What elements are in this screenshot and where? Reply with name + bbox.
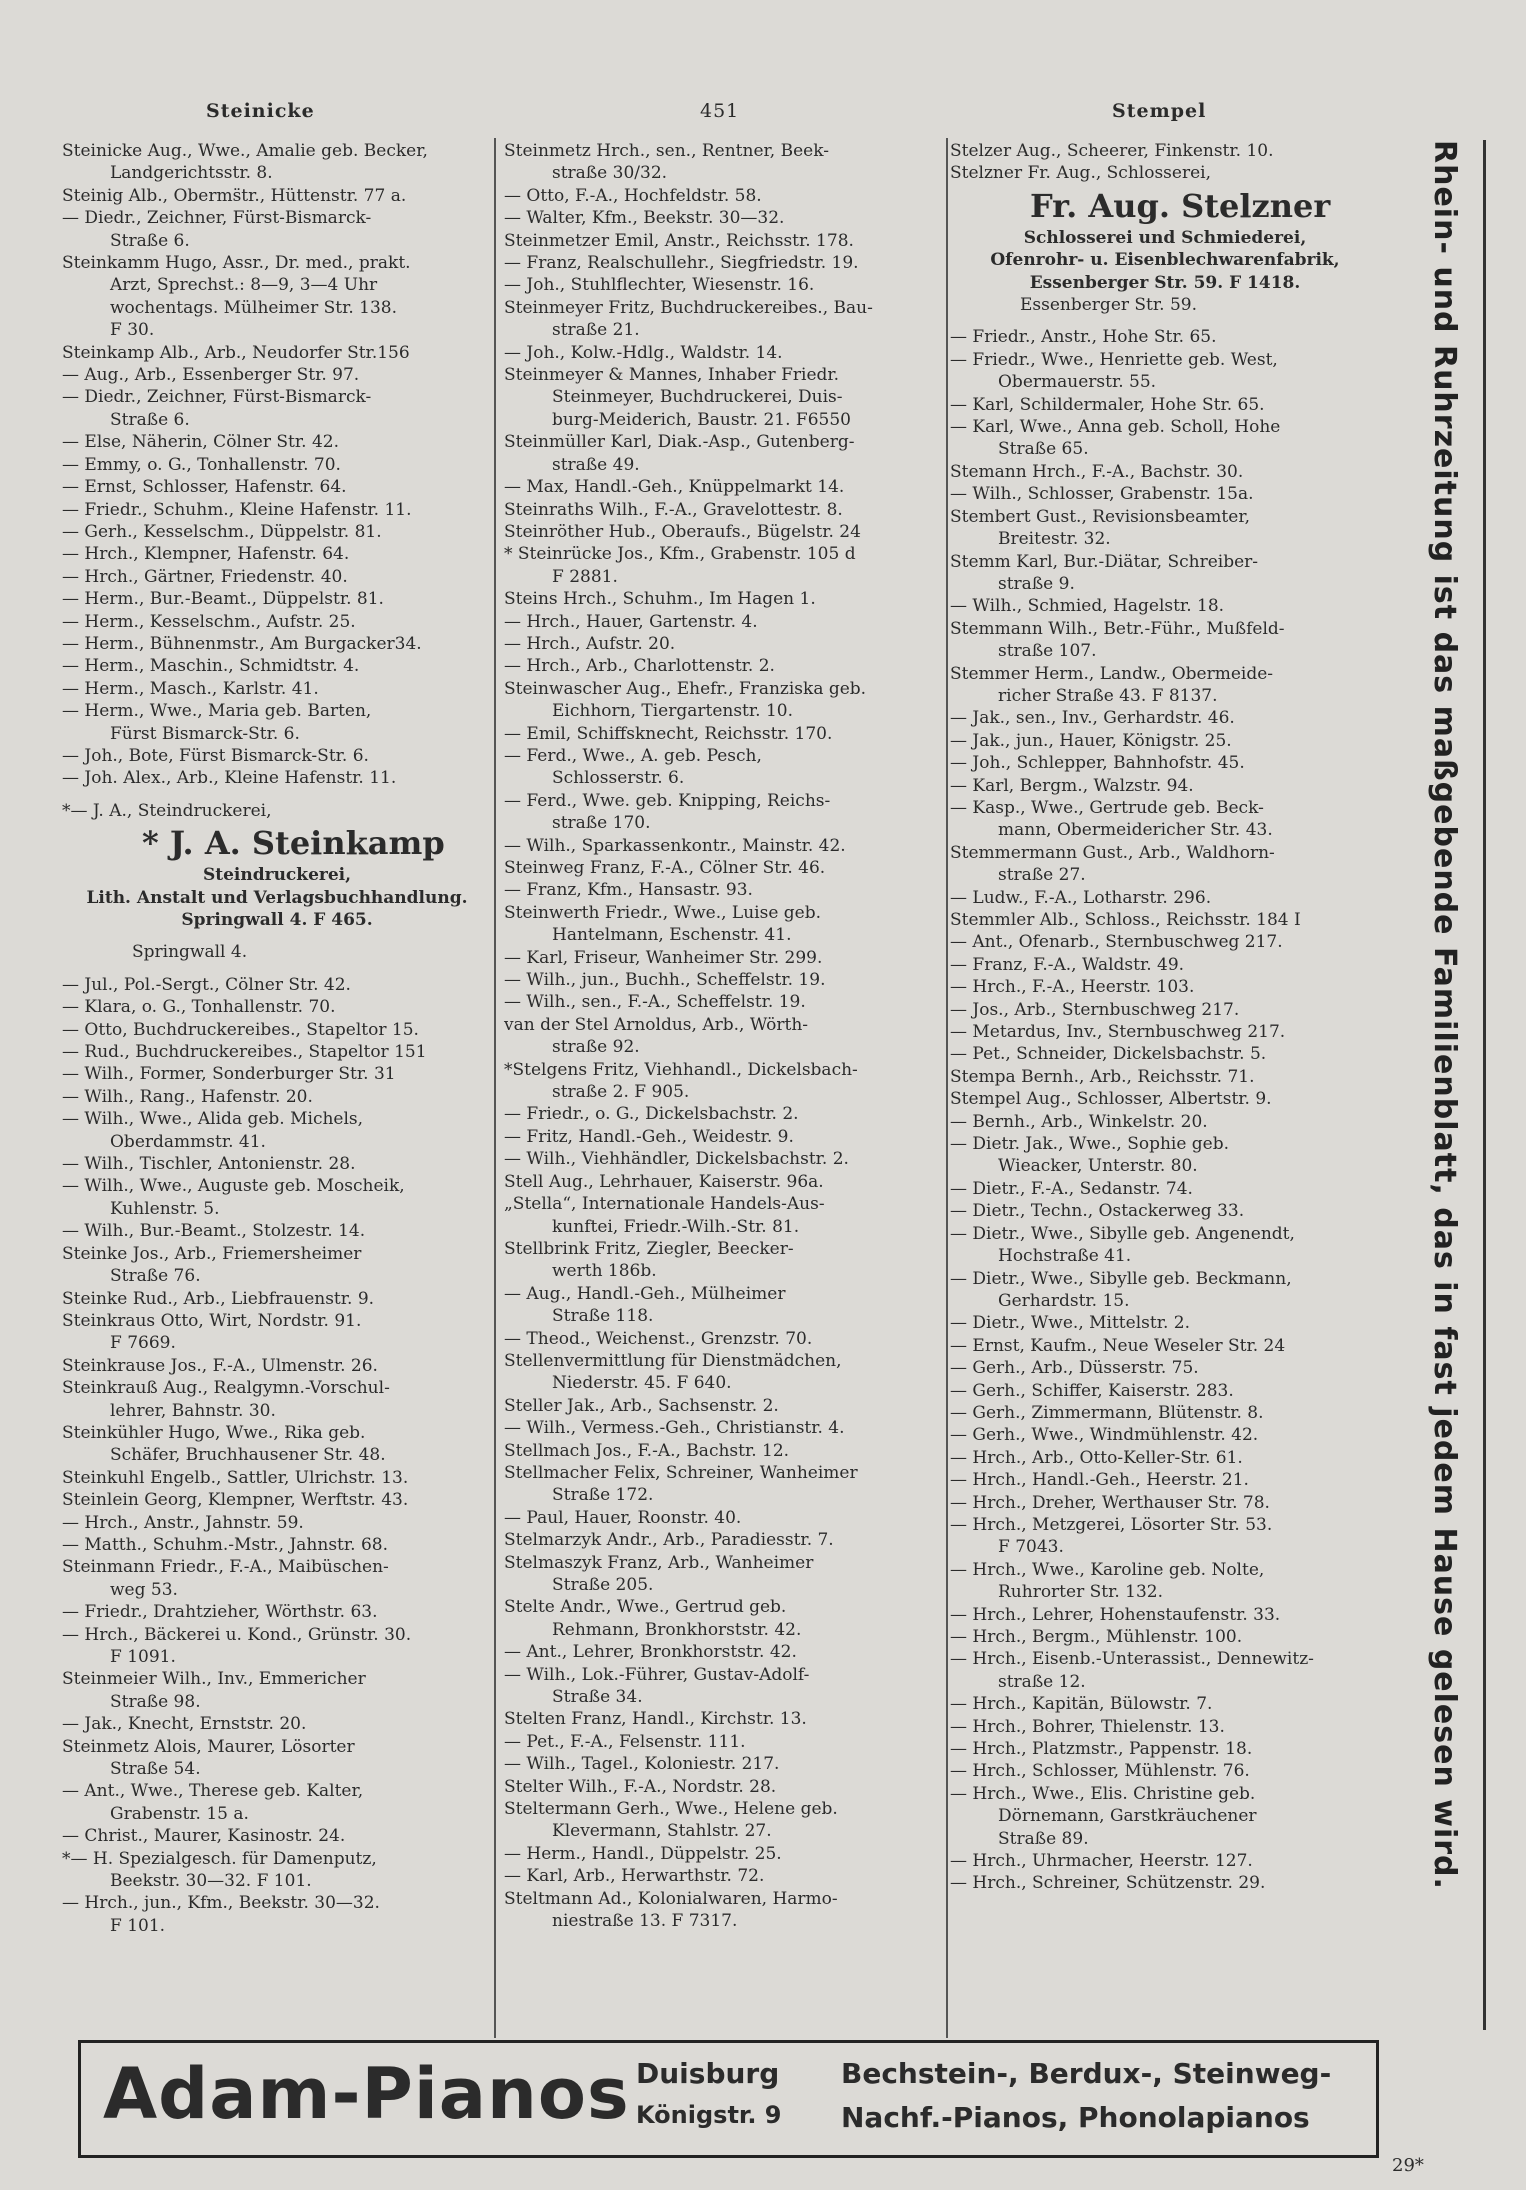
directory-entry: — Karl, Wwe., Anna geb. Scholl, Hohe <box>950 417 1281 438</box>
directory-entry: Stelmarzyk Andr., Arb., Paradiesstr. 7. <box>504 1530 834 1551</box>
page-number: 451 <box>700 100 740 122</box>
directory-entry: straße 49. <box>552 454 640 475</box>
directory-entry: Stellmach Jos., F.-A., Bachstr. 12. <box>504 1440 790 1461</box>
directory-entry: Hantelmann, Eschenstr. 41. <box>552 925 792 946</box>
directory-entry: — Hrch., Anstr., Jahnstr. 59. <box>62 1512 304 1533</box>
directory-entry: Steins Hrch., Schuhm., Im Hagen 1. <box>504 589 816 610</box>
directory-entry: Steinkuhl Engelb., Sattler, Ulrichstr. 13. <box>62 1467 409 1488</box>
directory-entry: Grabenstr. 15 a. <box>110 1803 249 1824</box>
directory-entry: — Wilh., Schmied, Hagelstr. 18. <box>950 596 1225 617</box>
directory-entry: Stelten Franz, Handl., Kirchstr. 13. <box>504 1709 807 1730</box>
directory-entry: F 30. <box>110 320 155 341</box>
directory-entry: Stelzer Aug., Scheerer, Finkenstr. 10. <box>950 141 1274 161</box>
directory-entry: — Gerh., Kesselschm., Düppelstr. 81. <box>62 521 382 542</box>
directory-entry: Steinraths Wilh., F.-A., Gravelottestr. 8. <box>504 499 843 520</box>
directory-entry: Steinmeyer Fritz, Buchdruckereibes., Bau- <box>504 297 873 318</box>
directory-entry: — Franz, F.-A., Waldstr. 49. <box>950 954 1185 975</box>
directory-entry: „Stella“, Internationale Handels-Aus- <box>504 1194 825 1215</box>
directory-entry: — Friedr., Wwe., Henriette geb. West, <box>950 349 1278 370</box>
directory-entry: Straße 205. <box>552 1575 654 1595</box>
spacer <box>62 790 492 800</box>
directory-entry: — Hrch., Bohrer, Thielenstr. 13. <box>950 1716 1225 1737</box>
ad-brand: Adam-Pianos <box>103 2053 630 2135</box>
directory-entry: — Wilh., Sparkassenkontr., Mainstr. 42. <box>504 835 846 856</box>
directory-entry: Arzt, Sprechst.: 8—9, 3—4 Uhr <box>110 275 378 296</box>
directory-entry: F 7043. <box>998 1537 1064 1558</box>
directory-entry: — Joh. Alex., Arb., Kleine Hafenstr. 11. <box>62 768 397 789</box>
directory-entry: Stempa Bernh., Arb., Reichsstr. 71. <box>950 1066 1255 1087</box>
directory-entry: — Else, Näherin, Cölner Str. 42. <box>62 432 339 453</box>
directory-entry: — Hrch., Hauer, Gartenstr. 4. <box>504 611 758 632</box>
directory-entry: Steinkamp Alb., Arb., Neudorfer Str.156 <box>62 342 410 363</box>
directory-entry: Steinkamm Hugo, Assr., Dr. med., prakt. <box>62 253 411 274</box>
directory-entry: Steinkraus Otto, Wirt, Nordstr. 91. <box>62 1310 362 1331</box>
directory-entry: straße 30/32. <box>552 163 668 184</box>
directory-entry: — Theod., Weichenst., Grenzstr. 70. <box>504 1328 813 1349</box>
directory-entry: — Ludw., F.-A., Lotharstr. 296. <box>950 887 1212 908</box>
directory-entry: Straße 98. <box>110 1691 201 1712</box>
directory-entry: Essenberger Str. 59. <box>1020 295 1197 316</box>
directory-entry: — Karl, Friseur, Wanheimer Str. 299. <box>504 947 823 968</box>
directory-entry: — Hrch., Schreiner, Schützenstr. 29. <box>950 1873 1266 1894</box>
directory-entry: — Hrch., Schlosser, Mühlenstr. 76. <box>950 1761 1250 1782</box>
directory-entry: Steinwascher Aug., Ehefr., Franziska geb. <box>504 678 867 699</box>
directory-entry: Obermauerstr. 55. <box>998 372 1157 393</box>
directory-entry: — Hrch., Wwe., Elis. Christine geb. <box>950 1783 1256 1804</box>
column-1 <box>62 140 492 1937</box>
directory-entry: straße 27. <box>998 865 1086 886</box>
directory-entry: Eichhorn, Tiergartenstr. 10. <box>552 701 793 722</box>
ad-line-1: Bechstein-, Berdux-, Steinweg- <box>841 2057 1332 2090</box>
directory-entry: *— H. Spezialgesch. für Damenputz, <box>62 1848 377 1869</box>
directory-entry: mann, Obermeidericher Str. 43. <box>998 820 1273 841</box>
directory-entry: — Dietr., Wwe., Sibylle geb. Angenendt, <box>950 1223 1295 1244</box>
directory-entry: — Hrch., Klempner, Hafenstr. 64. <box>62 544 350 565</box>
directory-entry: Straße 54. <box>110 1759 201 1780</box>
directory-entry: — Wilh., Tagel., Koloniestr. 217. <box>504 1754 780 1775</box>
spacer <box>950 316 1380 326</box>
directory-entry: — Wilh., Viehhändler, Dickelsbachstr. 2. <box>504 1149 849 1170</box>
directory-entry: Stelter Wilh., F.-A., Nordstr. 28. <box>504 1776 777 1797</box>
column-2 <box>504 140 944 1933</box>
directory-entry: F 7669. <box>110 1333 176 1354</box>
directory-entry: — Diedr., Zeichner, Fürst-Bismarck- <box>62 208 372 229</box>
directory-entry: — Hrch., Dreher, Werthauser Str. 78. <box>950 1492 1270 1513</box>
signature-mark: 29* <box>1392 2155 1424 2176</box>
directory-entry: Stemmann Wilh., Betr.-Führ., Mußfeld- <box>950 618 1285 639</box>
directory-entry: Straße 172. <box>552 1485 654 1506</box>
directory-entry: Steinmetzer Emil, Anstr., Reichsstr. 178. <box>504 230 854 251</box>
column-rule <box>494 138 496 2038</box>
directory-entry: — Emil, Schiffsknecht, Reichsstr. 170. <box>504 723 833 744</box>
directory-entry: — Pet., Schneider, Dickelsbachstr. 5. <box>950 1044 1267 1065</box>
directory-entry: — Hrch., Bäckerei u. Kond., Grünstr. 30. <box>62 1624 412 1645</box>
directory-entry: weg 53. <box>110 1579 178 1600</box>
directory-entry: Steinmann Friedr., F.-A., Maibüschen- <box>62 1557 389 1578</box>
directory-entry: — Herm., Kesselschm., Aufstr. 25. <box>62 611 356 632</box>
directory-entry: — Karl, Arb., Herwarthstr. 72. <box>504 1866 765 1887</box>
ad-line: Schlosserei und Schmiederei, <box>1023 227 1307 248</box>
directory-entry: — Gerh., Wwe., Windmühlenstr. 42. <box>950 1425 1259 1446</box>
directory-entry: — Friedr., o. G., Dickelsbachstr. 2. <box>504 1104 799 1125</box>
directory-entry: — Wilh., Wwe., Auguste geb. Moscheik, <box>62 1176 405 1197</box>
directory-entry: — Aug., Handl.-Geh., Mülheimer <box>504 1283 786 1304</box>
column-rule <box>946 138 948 2038</box>
directory-entry: Wieacker, Unterstr. 80. <box>998 1156 1198 1177</box>
directory-entry: — Herm., Masch., Karlstr. 41. <box>62 678 319 699</box>
directory-entry: Schlosserstr. 6. <box>552 768 685 789</box>
directory-entry: Steinlein Georg, Klempner, Werftstr. 43. <box>62 1490 409 1511</box>
directory-entry: — Karl, Schildermaler, Hohe Str. 65. <box>950 394 1265 415</box>
side-rule <box>1483 140 1486 2030</box>
directory-entry: — Diedr., Zeichner, Fürst-Bismarck- <box>62 387 372 408</box>
directory-entry: — Metardus, Inv., Sternbuschweg 217. <box>950 1022 1286 1043</box>
directory-entry: Oberdammstr. 41. <box>110 1131 266 1152</box>
directory-entry: *— J. A., Steindruckerei, <box>62 800 272 821</box>
directory-entry: F 101. <box>110 1915 166 1936</box>
directory-entry: — Ernst, Kaufm., Neue Weseler Str. 24 <box>950 1335 1286 1356</box>
directory-entry: straße 9. <box>998 573 1075 594</box>
directory-entry: straße 107. <box>998 641 1097 662</box>
directory-entry: — Matth., Schuhm.-Mstr., Jahnstr. 68. <box>62 1534 388 1555</box>
directory-entry: — Joh., Schlepper, Bahnhofstr. 45. <box>950 753 1245 774</box>
directory-entry: — Jak., Knecht, Ernststr. 20. <box>62 1714 307 1735</box>
directory-entry: — Wilh., Lok.-Führer, Gustav-Adolf- <box>504 1664 810 1685</box>
side-advertisement <box>1380 140 1500 2030</box>
directory-entry: — Hrch., Arb., Charlottenstr. 2. <box>504 656 775 677</box>
directory-entry: — Dietr., Wwe., Mittelstr. 2. <box>950 1313 1190 1334</box>
directory-entry: Straße 89. <box>998 1828 1089 1849</box>
directory-entry: — Bernh., Arb., Winkelstr. 20. <box>950 1111 1208 1132</box>
directory-entry: Stelzner Fr. Aug., Schlosserei, <box>950 163 1211 184</box>
directory-entry: — Gerh., Zimmermann, Blütenstr. 8. <box>950 1402 1264 1423</box>
directory-entry: kunftei, Friedr.-Wilh.-Str. 81. <box>552 1216 800 1237</box>
ad-line: Lith. Anstalt und Verlagsbuchhandlung. <box>86 887 468 908</box>
directory-entry: — Herm., Bühnenmstr., Am Burgacker34. <box>62 633 422 654</box>
directory-entry: Stempel Aug., Schlosser, Albertstr. 9. <box>950 1089 1272 1110</box>
ad-address: Königstr. 9 <box>636 2101 782 2129</box>
directory-entry: werth 186b. <box>552 1261 657 1282</box>
directory-entry: F 1091. <box>110 1647 176 1667</box>
directory-entry: — Joh., Stuhlflechter, Wiesenstr. 16. <box>504 275 815 296</box>
spacer <box>62 931 492 941</box>
directory-entry: Steinwerth Friedr., Wwe., Luise geb. <box>504 902 822 923</box>
directory-entry: — Max, Handl.-Geh., Knüppelmarkt 14. <box>504 477 845 498</box>
column-3 <box>950 140 1380 1895</box>
directory-entry: — Walter, Kfm., Beekstr. 30—32. <box>504 208 785 229</box>
directory-entry: Straße 65. <box>998 439 1089 460</box>
directory-entry: Steinig Alb., Oberms̈tr., Hüttenstr. 77 a. <box>62 185 407 206</box>
directory-entry: — Hrch., Lehrer, Hohenstaufenstr. 33. <box>950 1604 1281 1625</box>
directory-entry: — Hrch., Wwe., Karoline geb. Nolte, <box>950 1559 1265 1580</box>
directory-entry: — Jos., Arb., Sternbuschweg 217. <box>950 999 1240 1020</box>
directory-entry: Ruhrorter Str. 132. <box>998 1582 1164 1603</box>
directory-entry: Steltermann Gerh., Wwe., Helene geb. <box>504 1799 838 1820</box>
directory-entry: — Hrch., Metzgerei, Lösorter Str. 53. <box>950 1514 1273 1535</box>
running-head-left: Steinicke <box>206 100 315 122</box>
directory-entry: Stemmler Alb., Schloss., Reichsstr. 184 I <box>950 910 1301 930</box>
directory-entry: — Karl, Bergm., Walzstr. 94. <box>950 775 1194 796</box>
ad-headline: Fr. Aug. Stelzner <box>1030 186 1331 225</box>
directory-entry: lehrer, Bahnstr. 30. <box>110 1400 276 1421</box>
directory-entry: Steinmetz Hrch., sen., Rentner, Beek- <box>504 141 829 161</box>
directory-entry: Stellmacher Felix, Schreiner, Wanheimer <box>504 1462 858 1483</box>
directory-entry: — Wilh., jun., Buchh., Scheffelstr. 19. <box>504 970 826 991</box>
directory-entry: — Paul, Hauer, Roonstr. 40. <box>504 1507 742 1528</box>
directory-entry: — Klara, o. G., Tonhallenstr. 70. <box>62 997 336 1018</box>
directory-entry: Dörnemann, Garstkräuchener <box>998 1806 1257 1827</box>
directory-entry: — Hrch., Gärtner, Friedenstr. 40. <box>62 566 348 587</box>
directory-entry: straße 12. <box>998 1671 1086 1692</box>
directory-entry: — Franz, Kfm., Hansastr. 93. <box>504 880 753 901</box>
directory-entry: Stemmer Herm., Landw., Obermeide- <box>950 663 1274 684</box>
directory-entry: Kuhlenstr. 5. <box>110 1198 220 1219</box>
ad-line-2: Nachf.-Pianos, Phonolapianos <box>841 2101 1310 2134</box>
directory-entry: Stembert Gust., Revisionsbeamter, <box>950 506 1250 527</box>
ad-line: Springwall 4. F 465. <box>181 910 373 930</box>
directory-entry: — Wilh., sen., F.-A., Scheffelstr. 19. <box>504 992 806 1013</box>
directory-entry: Stelmaszyk Franz, Arb., Wanheimer <box>504 1552 814 1573</box>
directory-entry: Niederstr. 45. F 640. <box>552 1373 732 1394</box>
directory-entry: Straße 34. <box>552 1687 643 1708</box>
directory-entry: — Friedr., Drahtzieher, Wörthstr. 63. <box>62 1602 378 1623</box>
directory-entry: Rehmann, Bronkhorststr. 42. <box>552 1619 802 1640</box>
directory-entry: burg-Meiderich, Baustr. 21. F6550 <box>552 409 851 430</box>
directory-entry: — Hrch., F.-A., Heerstr. 103. <box>950 977 1195 998</box>
directory-entry: Steinkrause Jos., F.-A., Ulmenstr. 26. <box>62 1355 378 1376</box>
directory-entry: — Hrch., Aufstr. 20. <box>504 633 676 654</box>
directory-entry: Stell Aug., Lehrhauer, Kaiserstr. 96a. <box>504 1171 824 1192</box>
directory-entry: — Herm., Maschin., Schmidtstr. 4. <box>62 656 360 677</box>
directory-entry: — Wilh., Wwe., Alida geb. Michels, <box>62 1109 364 1130</box>
directory-entry: Springwall 4. <box>132 942 248 963</box>
piano-advertisement <box>78 2040 1379 2158</box>
directory-entry: — Rud., Buchdruckereibes., Stapeltor 151 <box>62 1042 427 1063</box>
directory-entry: Steinmeyer & Mannes, Inhaber Friedr. <box>504 365 840 386</box>
directory-entry: — Wilh., Former, Sonderburger Str. 31 <box>62 1064 396 1085</box>
directory-entry: Steinkühler Hugo, Wwe., Rika geb. <box>62 1422 366 1443</box>
directory-entry: niestraße 13. F 7317. <box>552 1911 738 1932</box>
directory-entry: Breitestr. 32. <box>998 529 1111 550</box>
directory-entry: Straße 6. <box>110 230 190 251</box>
directory-entry: — Christ., Maurer, Kasinostr. 24. <box>62 1826 346 1847</box>
directory-entry: Steinmetz Alois, Maurer, Lösorter <box>62 1736 355 1757</box>
ad-line: Ofenrohr- u. Eisenblechwarenfabrik, <box>990 250 1340 271</box>
directory-entry: straße 21. <box>552 320 640 341</box>
directory-entry: — Ant., Wwe., Therese geb. Kalter, <box>62 1781 364 1802</box>
directory-entry: — Hrch., Kapitän, Bülowstr. 7. <box>950 1694 1213 1715</box>
directory-entry: — Joh., Kolw.-Hdlg., Waldstr. 14. <box>504 342 783 363</box>
directory-entry: — Hrch., Bergm., Mühlenstr. 100. <box>950 1627 1243 1647</box>
directory-entry: — Herm., Bur.-Beamt., Düppelstr. 81. <box>62 589 384 610</box>
directory-entry: — Hrch., Uhrmacher, Heerstr. 127. <box>950 1851 1253 1872</box>
directory-entry: Stemm Karl, Bur.-Diätar, Schreiber- <box>950 551 1259 572</box>
directory-entry: — Joh., Bote, Fürst Bismarck-Str. 6. <box>62 745 369 766</box>
directory-entry: — Wilh., Rang., Hafenstr. 20. <box>62 1086 313 1107</box>
ad-line: Essenberger Str. 59. F 1418. <box>1029 272 1301 293</box>
directory-entry: straße 92. <box>552 1037 640 1058</box>
directory-entry: Stelte Andr., Wwe., Gertrud geb. <box>504 1597 787 1618</box>
directory-entry: Steinmüller Karl, Diak.-Asp., Gutenberg- <box>504 432 855 453</box>
directory-entry: richer Straße 43. F 8137. <box>998 685 1218 706</box>
directory-entry: Steinicke Aug., Wwe., Amalie geb. Becker, <box>62 141 428 161</box>
directory-entry: — Jul., Pol.-Sergt., Cölner Str. 42. <box>62 974 351 995</box>
directory-entry: Steinke Rud., Arb., Liebfrauenstr. 9. <box>62 1288 375 1309</box>
directory-entry: Landgerichtsstr. 8. <box>110 163 273 184</box>
directory-entry: — Franz, Realschullehr., Siegfriedstr. 19. <box>504 253 859 274</box>
directory-entry: Stemann Hrch., F.-A., Bachstr. 30. <box>950 461 1244 482</box>
directory-entry: Schäfer, Bruchhausener Str. 48. <box>110 1445 386 1466</box>
directory-entry: Steller Jak., Arb., Sachsenstr. 2. <box>504 1395 779 1416</box>
directory-entry: — Dietr., Techn., Ostackerweg 33. <box>950 1201 1245 1222</box>
directory-entry: Klevermann, Stahlstr. 27. <box>552 1821 772 1842</box>
directory-entry: — Ernst, Schlosser, Hafenstr. 64. <box>62 477 347 498</box>
directory-entry: Gerhardstr. 15. <box>998 1290 1130 1311</box>
directory-entry: — Ferd., Wwe., A. geb. Pesch, <box>504 745 762 766</box>
directory-entry: — Ant., Lehrer, Bronkhorststr. 42. <box>504 1642 797 1663</box>
directory-entry: straße 2. F 905. <box>552 1082 690 1103</box>
directory-entry: van der Stel Arnoldus, Arb., Wörth- <box>504 1014 809 1035</box>
directory-entry: Steinröther Hub., Oberaufs., Bügelstr. 24 <box>504 521 861 542</box>
ad-line: Steindruckerei, <box>202 865 352 886</box>
directory-entry: — Hrch., Handl.-Geh., Heerstr. 21. <box>950 1470 1249 1491</box>
directory-entry: *Stelgens Fritz, Viehhandl., Dickelsbach- <box>504 1059 858 1080</box>
directory-entry: — Friedr., Anstr., Hohe Str. 65. <box>950 327 1217 348</box>
directory-entry: — Dietr., Wwe., Sibylle geb. Beckmann, <box>950 1268 1292 1289</box>
directory-entry: Straße 118. <box>552 1306 654 1327</box>
directory-entry: — Dietr., F.-A., Sedanstr. 74. <box>950 1178 1193 1199</box>
side-ad-text: Rhein- und Ruhrzeitung ist das maßgebende Familienblatt, das in fast jedem Hause gelesen wird. <box>1427 140 1462 1890</box>
directory-entry: — Dietr. Jak., Wwe., Sophie geb. <box>950 1134 1230 1155</box>
directory-entry: — Herm., Handl., Düppelstr. 25. <box>504 1843 782 1864</box>
ad-headline: * J. A. Steinkamp <box>142 824 445 863</box>
directory-entry: Steinkrauß Aug., Realgymn.-Vorschul- <box>62 1378 390 1399</box>
ad-city: Duisburg <box>636 2057 780 2090</box>
directory-entry: — Jak., sen., Inv., Gerhardstr. 46. <box>950 708 1235 729</box>
directory-entry: — Hrch., Eisenb.-Unterassist., Dennewitz- <box>950 1649 1314 1670</box>
directory-entry: — Otto, F.-A., Hochfeldstr. 58. <box>504 185 762 206</box>
directory-entry: — Emmy, o. G., Tonhallenstr. 70. <box>62 454 341 475</box>
directory-entry: Stellbrink Fritz, Ziegler, Beecker- <box>504 1238 794 1259</box>
directory-entry: — Gerh., Arb., Düsserstr. 75. <box>950 1358 1199 1379</box>
directory-entry: Fürst Bismarck-Str. 6. <box>110 723 300 744</box>
running-head-right: Stempel <box>1112 100 1207 122</box>
directory-entry: F 2881. <box>552 566 618 587</box>
directory-entry: straße 170. <box>552 813 651 834</box>
directory-entry: * Steinrücke Jos., Kfm., Grabenstr. 105 d <box>504 544 856 565</box>
directory-entry: — Gerh., Schiffer, Kaiserstr. 283. <box>950 1380 1234 1401</box>
directory-entry: Steltmann Ad., Kolonialwaren, Harmo- <box>504 1888 838 1909</box>
directory-entry: wochentags. Mülheimer Str. 138. <box>110 297 397 318</box>
directory-entry: — Friedr., Schuhm., Kleine Hafenstr. 11. <box>62 499 412 520</box>
spacer <box>62 964 492 974</box>
directory-entry: Hochstraße 41. <box>998 1246 1132 1267</box>
directory-entry: Steinweg Franz, F.-A., Cölner Str. 46. <box>504 858 826 878</box>
directory-entry: — Ant., Ofenarb., Sternbuschweg 217. <box>950 932 1283 953</box>
directory-entry: Straße 76. <box>110 1266 201 1287</box>
directory-entry: — Aug., Arb., Essenberger Str. 97. <box>62 365 360 386</box>
directory-entry: Steinmeyer, Buchdruckerei, Duis- <box>552 387 843 408</box>
directory-entry: Straße 6. <box>110 409 190 430</box>
directory-entry: Steinke Jos., Arb., Friemersheimer <box>62 1243 362 1264</box>
directory-entry: — Wilh., Bur.-Beamt., Stolzestr. 14. <box>62 1221 366 1242</box>
directory-entry: — Hrch., Platzmstr., Pappenstr. 18. <box>950 1739 1253 1760</box>
directory-entry: — Hrch., jun., Kfm., Beekstr. 30—32. <box>62 1893 380 1914</box>
directory-entry: Steinmeier Wilh., Inv., Emmericher <box>62 1669 366 1690</box>
directory-entry: — Wilh., Schlosser, Grabenstr. 15a. <box>950 484 1254 505</box>
directory-entry: Stemmermann Gust., Arb., Waldhorn- <box>950 842 1275 863</box>
directory-entry: — Kasp., Wwe., Gertrude geb. Beck- <box>950 797 1264 818</box>
directory-entry: — Wilh., Vermess.-Geh., Christianstr. 4. <box>504 1418 845 1439</box>
directory-entry: — Fritz, Handl.-Geh., Weidestr. 9. <box>504 1126 794 1147</box>
directory-entry: Stellenvermittlung für Dienstmädchen, <box>504 1350 842 1371</box>
directory-entry: — Hrch., Arb., Otto-Keller-Str. 61. <box>950 1447 1243 1468</box>
directory-entry: — Wilh., Tischler, Antonienstr. 28. <box>62 1154 356 1175</box>
directory-entry: — Otto, Buchdruckereibes., Stapeltor 15. <box>62 1019 419 1040</box>
directory-entry: — Jak., jun., Hauer, Königstr. 25. <box>950 730 1232 751</box>
directory-entry: — Ferd., Wwe. geb. Knipping, Reichs- <box>504 790 831 811</box>
directory-entry: Beekstr. 30—32. F 101. <box>110 1871 312 1892</box>
directory-entry: — Pet., F.-A., Felsenstr. 111. <box>504 1731 746 1752</box>
directory-entry: — Herm., Wwe., Maria geb. Barten, <box>62 701 372 722</box>
